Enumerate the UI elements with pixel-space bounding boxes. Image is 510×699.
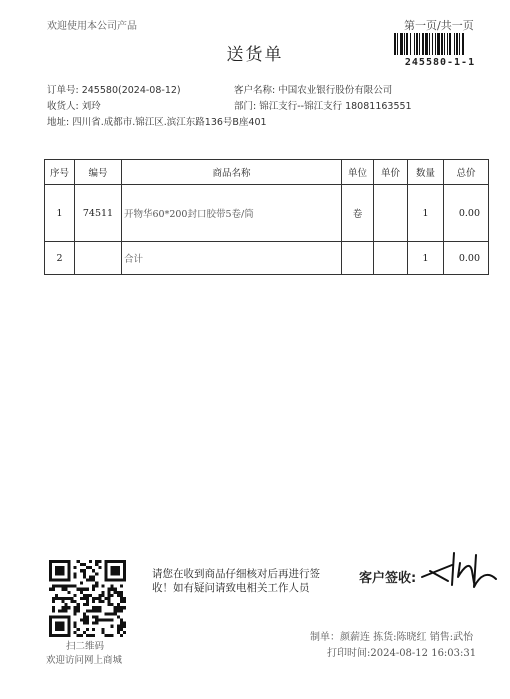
qr-caption: 扫二维码: [66, 641, 105, 652]
cell-code: 74511: [75, 185, 122, 242]
header-unit: 单位: [342, 160, 374, 185]
cell-total: 0.00: [444, 185, 489, 242]
receiver: 收货人: 刘玲: [47, 101, 101, 112]
cell-total: 0.00: [444, 242, 489, 275]
cell-price: [374, 185, 408, 242]
cell-seq: 2: [45, 242, 75, 275]
staff-info: 制单：颜薪连 拣货:陈晓红 销售:武怡: [310, 632, 474, 643]
cell-unit: 卷: [342, 185, 374, 242]
header-quantity: 数量: [408, 160, 444, 185]
print-time: 打印时间:2024-08-12 16:03:31: [327, 648, 477, 659]
cell-code: [75, 242, 122, 275]
qr-caption-mall: 欢迎访问网上商城: [46, 655, 123, 666]
header-product-name: 商品名称: [122, 160, 342, 185]
table-row: [45, 185, 489, 242]
barcode-text: 245580-1-1: [404, 57, 476, 68]
customer-sign-label: 客户签收:: [359, 571, 417, 586]
welcome-text: 欢迎使用本公司产品: [47, 21, 137, 32]
cell-unit: [342, 242, 374, 275]
notice-line-2: 收！如有疑问请致电相关工作人员: [152, 582, 310, 594]
cell-seq: 1: [45, 185, 75, 242]
header-total: 总价: [444, 160, 489, 185]
cell-price: [374, 242, 408, 275]
customer-name: 客户名称: 中国农业银行股份有限公司: [234, 85, 393, 96]
department: 部门: 锦江支行--锦江支行 18081163551: [234, 101, 412, 112]
order-number: 订单号: 245580(2024-08-12): [47, 85, 181, 96]
items-table: [44, 159, 489, 275]
cell-product-name: 开物华60*200封口胶带5卷/筒: [122, 185, 342, 242]
customer-signature: [418, 547, 498, 589]
qr-code: [49, 560, 126, 637]
cell-quantity: 1: [408, 242, 444, 275]
notice-line-1: 请您在收到商品仔细核对后再进行签: [152, 568, 320, 580]
address: 地址: 四川省.成都市.锦江区.滨江东路136号B座401: [47, 117, 267, 128]
header-seq: 序号: [45, 160, 75, 185]
table-header-row: [45, 160, 489, 185]
header-code: 编号: [75, 160, 122, 185]
table-row: [45, 242, 489, 275]
document-title: 送货单: [226, 45, 284, 65]
cell-quantity: 1: [408, 185, 444, 242]
header-price: 单价: [374, 160, 408, 185]
cell-product-name: 合计: [122, 242, 342, 275]
page-indicator: 第一页/共一页: [404, 19, 474, 32]
